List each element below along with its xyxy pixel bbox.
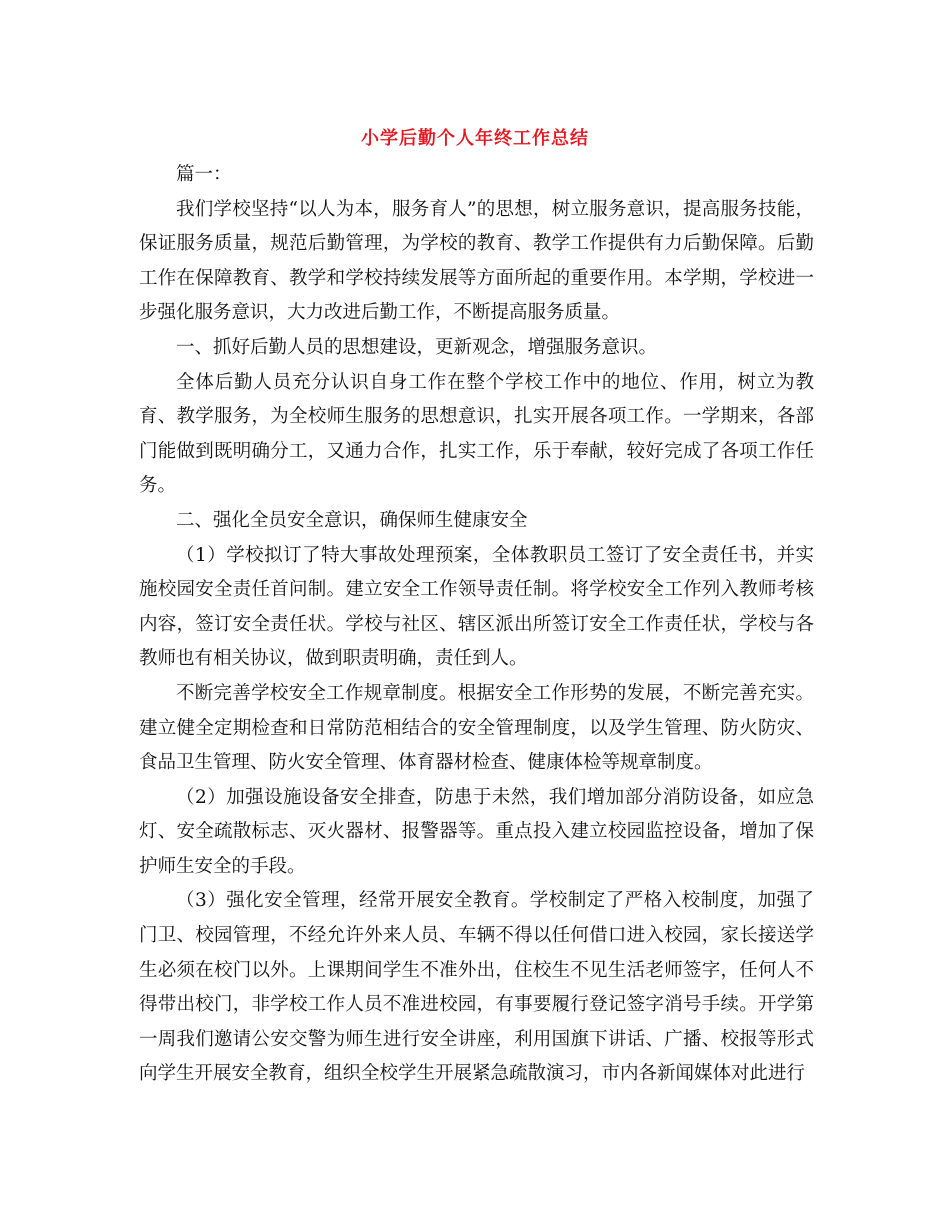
document-body xyxy=(139,158,814,1092)
document-title: 小学后勤个人年终工作总结 xyxy=(361,128,589,149)
paragraph-item-2: （2）加强设施设备安全排查，防患于未然，我们增加部分消防设备，如应急灯、安全疏散标志、灭火器材、报警器等。重点投入建立校园监控设备，增加了保护师生安全的手段。 xyxy=(139,786,814,877)
heading-section-one: 一、抓好后勤人员的思想建设，更新观念，增强服务意识。 xyxy=(176,336,658,358)
paragraph-section-label: 篇一： xyxy=(176,164,232,185)
paragraph-item-3: （3）强化安全管理，经常开展安全教育。学校制定了严格入校制度，加强了门卫、校园管理，不经允许外来人员、车辆不得以任何借口进入校园，家长接送学生必须在校门以外。上课期间学生不准外出，住校生不见生活老师签字，任何人不得带出校门，非学校工作人员不准进校园，有事要履行登记签字消号手续。开学第一周我们邀请公安交警为师生进行安全讲座，利用国旗下讲话、广播、校报等形式向学生开展安全教育，组织全校学生开展紧急疏散演习，市内各新闻媒体对此进行 xyxy=(139,890,814,1085)
heading-section-two: 二、强化全员安全意识，确保师生健康安全 xyxy=(176,509,528,531)
paragraph-item-1: （1）学校拟订了特大事故处理预案，全体教职员工签订了安全责任书，并实施校园安全责任首问制。建立安全工作领导责任制。将学校安全工作列入教师考核内容，签订安全责任状。学校与社区、辖区派出所签订安全工作责任状，学校与各教师也有相关协议，做到职责明确，责任到人。 xyxy=(139,544,814,670)
paragraph-rules: 不断完善学校安全工作规章制度。根据安全工作形势的发展，不断完善充实。建立健全定期检查和日常防范相结合的安全管理制度，以及学生管理、防火防灾、食品卫生管理、防火安全管理、体育器材检查、健康体检等规章制度。 xyxy=(139,682,814,774)
paragraph-section-one: 全体后勤人员充分认识自身工作在整个学校工作中的地位、作用，树立为教育、教学服务，为全校师生服务的思想意识，扎实开展各项工作。一学期来，各部门能做到既明确分工，又通力合作，扎实工作，乐于奉献，较好完成了各项工作任务。 xyxy=(139,371,814,497)
paragraph-intro: 我们学校坚持“以人为本，服务育人”的思想，树立服务意识，提高服务技能，保证服务质量，规范后勤管理，为学校的教育、教学工作提供有力后勤保障。后勤工作在保障教育、教学和学校持续发展等方面所起的重要作用。本学期，学校进一步强化服务意识，大力改进后勤工作，不断提高服务质量。 xyxy=(139,198,814,324)
